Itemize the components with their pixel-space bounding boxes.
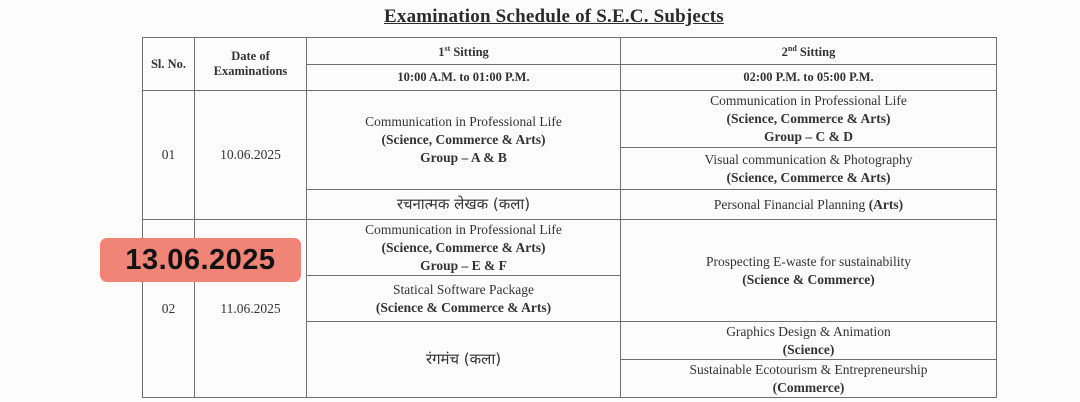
header-sitting-1-time: 10:00 A.M. to 01:00 P.M. — [307, 65, 621, 91]
subject-cell — [621, 148, 997, 190]
subject-name: Sustainable Ecotourism & Entrepreneurship — [689, 361, 928, 377]
subject-cell — [307, 220, 621, 276]
schedule-table — [142, 37, 997, 398]
subject-name: Graphics Design & Animation — [726, 323, 891, 339]
subject-streams: (Science, Commerce & Arts) — [726, 111, 891, 126]
header-sitting-2: 2nd Sitting — [621, 38, 997, 65]
subject-streams: (Science & Commerce & Arts) — [375, 299, 552, 315]
subject-group: Group – C & D — [763, 129, 853, 144]
subject-name: Communication in Professional Life — [365, 221, 562, 237]
subject-cell — [307, 91, 621, 190]
subject-cell — [621, 91, 997, 148]
row-date: 11.06.2025 — [195, 220, 307, 398]
subject-name: रचनात्मक लेखक (कला) — [396, 195, 531, 213]
header-date: Date of Examinations — [195, 38, 307, 91]
subject-streams: (Science & Commerce) — [742, 271, 875, 287]
header-sitting-1: 1st Sitting — [307, 38, 621, 65]
subject-cell — [621, 190, 997, 220]
subject-cell — [307, 276, 621, 322]
subject-streams: (Arts) — [868, 196, 904, 212]
header-sl-no: Sl. No. — [143, 38, 195, 91]
subject-name: Prospecting E-waste for sustainability — [705, 253, 912, 269]
subject-name: रंगमंच (कला) — [425, 350, 502, 368]
revised-date-badge: 13.06.2025 — [100, 238, 301, 282]
subject-cell — [621, 360, 997, 398]
page-title: Examination Schedule of S.E.C. Subjects — [384, 6, 724, 27]
header-sitting-2-time: 02:00 P.M. to 05:00 P.M. — [621, 65, 997, 91]
subject-cell — [307, 190, 621, 220]
subject-streams: (Science, Commerce & Arts) — [726, 169, 891, 185]
subject-streams: (Science) — [782, 341, 835, 357]
subject-group: Group – A & B — [420, 150, 507, 165]
row-date: 10.06.2025 — [195, 91, 307, 220]
subject-streams: (Commerce) — [772, 379, 845, 395]
subject-cell — [307, 322, 621, 398]
subject-name: Personal Financial Planning — [713, 196, 866, 212]
subject-name: Statical Software Package — [393, 281, 534, 297]
subject-group: Group – E & F — [420, 257, 507, 273]
subject-cell — [621, 322, 997, 360]
row-sl: 01 — [143, 91, 195, 220]
row-sl: 02 — [143, 220, 195, 398]
subject-name: Communication in Professional Life — [710, 93, 907, 108]
subject-name: Communication in Professional Life — [365, 114, 562, 129]
subject-streams: (Science, Commerce & Arts) — [381, 132, 546, 147]
subject-cell — [621, 220, 997, 322]
subject-streams: (Science, Commerce & Arts) — [381, 239, 546, 255]
subject-name: Visual communication & Photography — [704, 151, 913, 167]
